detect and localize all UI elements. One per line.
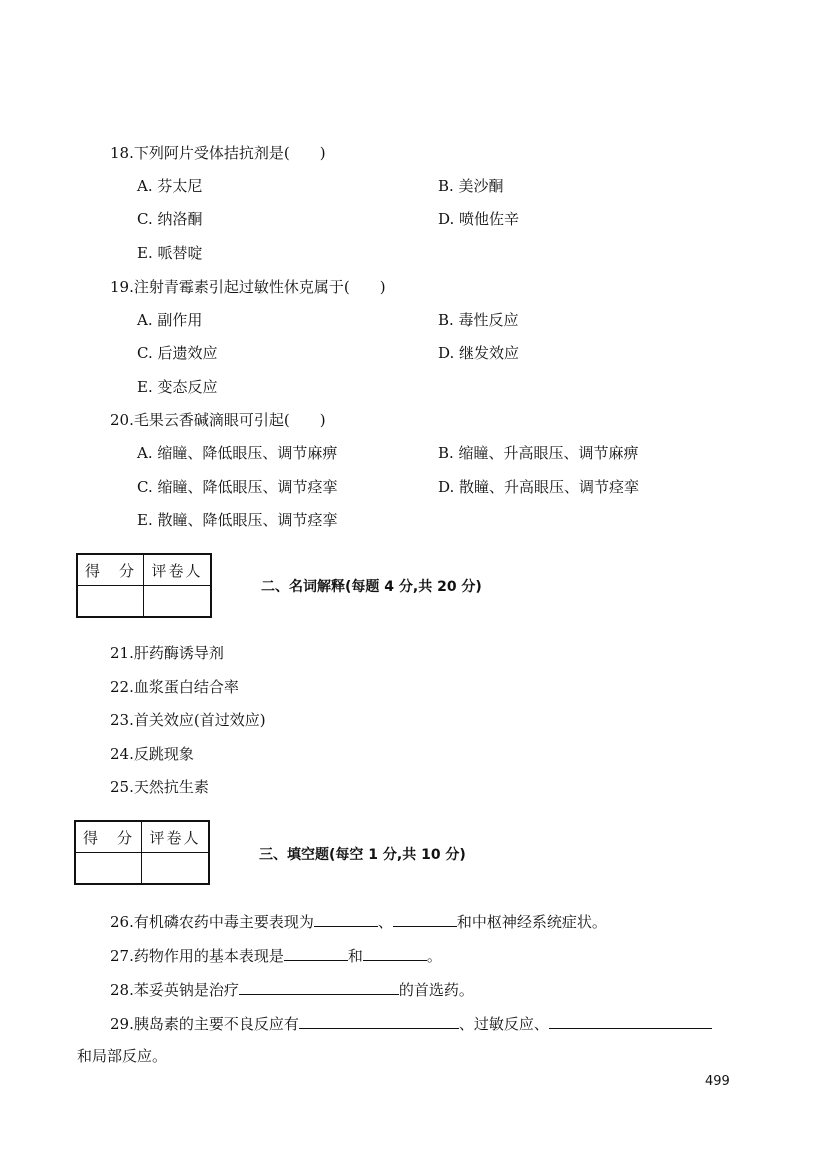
q27-text-a: 27.药物作用的基本表现是 (110, 947, 284, 965)
q18-option-b: B. 美沙酮 (438, 177, 504, 195)
q20-option-b: B. 缩瞳、升高眼压、调节麻痹 (438, 444, 639, 462)
q29-continuation: 和局部反应。 (77, 1047, 168, 1065)
q19-option-d: D. 继发效应 (438, 344, 520, 362)
q18-option-a: A. 芬太尼 (137, 177, 203, 195)
q26-text-a: 26.有机磷农药中毒主要表现为 (110, 913, 314, 931)
term-23: 23.首关效应(首过效应) (110, 711, 266, 729)
q29-blank-1[interactable] (299, 1014, 459, 1029)
score-label: 得 分 (75, 821, 142, 853)
term-22: 22.血浆蛋白结合率 (110, 678, 239, 696)
question-20-stem: 20.毛果云香碱滴眼可引起( ) (110, 411, 326, 429)
q28-text-a: 28.苯妥英钠是治疗 (110, 981, 239, 999)
q29-text-b: 、过敏反应、 (458, 1015, 549, 1033)
score-table-section-2 (76, 553, 212, 618)
q26-blank-1[interactable] (314, 912, 378, 927)
q28-blank-1[interactable] (239, 980, 399, 995)
q27-blank-1[interactable] (284, 946, 348, 961)
q18-option-c: C. 纳洛酮 (137, 210, 203, 228)
fill-question-26 (110, 912, 607, 932)
q29-text-a: 29.胰岛素的主要不良反应有 (110, 1015, 299, 1033)
q19-option-e: E. 变态反应 (137, 378, 218, 396)
question-19-stem: 19.注射青霉素引起过敏性休克属于( ) (110, 278, 386, 296)
score-cell (77, 586, 144, 618)
q18-option-d: D. 喷他佐辛 (438, 210, 520, 228)
q27-text-c: 。 (426, 947, 442, 965)
question-18-stem: 18.下列阿片受体拮抗剂是( ) (110, 144, 326, 162)
q20-option-e: E. 散瞳、降低眼压、调节痉挛 (137, 511, 338, 529)
q26-text-c: 和中枢神经系统症状。 (456, 913, 607, 931)
section-2-title: 二、名词解释(每题 4 分,共 20 分) (261, 579, 482, 595)
q19-option-b: B. 毒性反应 (438, 311, 519, 329)
q27-blank-2[interactable] (363, 946, 427, 961)
grader-cell (144, 586, 212, 618)
section-3-title: 三、填空题(每空 1 分,共 10 分) (259, 847, 466, 863)
term-25: 25.天然抗生素 (110, 778, 209, 796)
q18-option-e: E. 哌替啶 (137, 244, 203, 262)
term-21: 21.肝药酶诱导剂 (110, 644, 224, 662)
q19-option-a: A. 副作用 (137, 311, 203, 329)
q29-blank-2[interactable] (549, 1014, 712, 1029)
fill-question-27 (110, 946, 442, 966)
q26-blank-2[interactable] (393, 912, 457, 927)
q27-text-b: 和 (347, 947, 363, 965)
q20-option-d: D. 散瞳、升高眼压、调节痉挛 (438, 478, 640, 496)
score-table-section-3 (74, 820, 210, 885)
grader-cell (142, 853, 210, 885)
score-cell (75, 853, 142, 885)
fill-question-28 (110, 980, 474, 1000)
page-number: 499 (705, 1074, 730, 1089)
grader-label: 评卷人 (144, 554, 212, 586)
fill-question-29 (110, 1014, 712, 1034)
grader-label: 评卷人 (142, 821, 210, 853)
score-label: 得 分 (77, 554, 144, 586)
q26-text-b: 、 (377, 913, 393, 931)
q20-option-a: A. 缩瞳、降低眼压、调节麻痹 (137, 444, 338, 462)
q28-text-b: 的首选药。 (398, 981, 474, 999)
q20-option-c: C. 缩瞳、降低眼压、调节痉挛 (137, 478, 338, 496)
term-24: 24.反跳现象 (110, 745, 194, 763)
q19-option-c: C. 后遗效应 (137, 344, 218, 362)
